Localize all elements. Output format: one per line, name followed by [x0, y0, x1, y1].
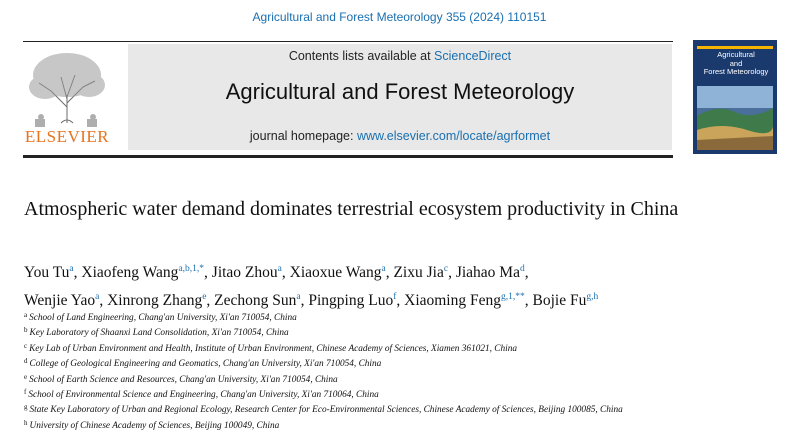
affiliation-text: Key Lab of Urban Environment and Health, Institute of Urban Environment, Chinese Academy of Sciences, Xiamen 361021, China — [29, 343, 518, 354]
affiliation-item — [24, 324, 784, 339]
author-affiliation-marker[interactable]: c — [443, 264, 449, 274]
affiliation-key: a — [24, 311, 28, 319]
affiliation-text: University of Chinese Academy of Sciences, Beijing 100049, China — [29, 420, 280, 431]
affiliation-item — [24, 371, 784, 386]
affiliation-text: School of Environmental Science and Engineering, Chang'an University, Xi'an 710064, China — [28, 390, 379, 401]
cover-landscape-image — [697, 86, 773, 150]
author-affiliation-marker[interactable]: f — [393, 292, 397, 302]
author-affiliation-marker[interactable]: a — [69, 264, 74, 274]
author[interactable]: Xinrong Zhang$^e$ — [107, 292, 207, 309]
author-affiliation-marker[interactable]: g,h — [586, 292, 599, 302]
author-affiliation-marker[interactable]: e — [202, 292, 207, 302]
homepage-link[interactable]: www.elsevier.com/locate/agrformet — [356, 129, 551, 143]
affiliation-item — [24, 340, 784, 355]
homepage-prefix: journal homepage: — [249, 129, 357, 143]
author[interactable]: Xiaoming Feng$^{g,1,**}$ — [404, 292, 525, 309]
homepage-line — [128, 129, 672, 143]
affiliation-text: School of Earth Science and Resources, Chang'an University, Xi'an 710054, China — [29, 374, 338, 385]
author-affiliation-marker[interactable]: a — [381, 264, 386, 274]
affiliation-key: b — [24, 326, 28, 335]
cover-accent-band — [697, 46, 773, 49]
affiliation-key: e — [24, 372, 28, 381]
author[interactable]: Jitao Zhou$^a$ — [211, 264, 282, 281]
author-affiliation-marker[interactable]: g,1,** — [501, 292, 525, 302]
affiliation-key: f — [24, 388, 27, 397]
author[interactable]: Zixu Jia$^c$ — [393, 264, 449, 281]
author-affiliation-marker[interactable]: a — [296, 292, 301, 302]
affiliation-text: State Key Laboratory of Urban and Regional Ecology, Research Center for Eco-Environmental Sciences, Chinese Academy of Sciences, Beijing 100085, China — [29, 405, 623, 416]
cover-title: Agricultural and Forest Meteorology — [703, 50, 769, 76]
affiliation-text: School of Land Engineering, Chang'an University, Xi'an 710054, China — [29, 313, 297, 323]
contents-prefix: Contents lists available at — [288, 49, 435, 63]
journal-citation[interactable]: Agricultural and Forest Meteorology 355 (2024) 110151 — [252, 10, 547, 24]
affiliation-key: h — [24, 418, 28, 427]
journal-cover-thumbnail[interactable] — [693, 40, 777, 154]
affiliation-item — [24, 417, 784, 432]
author[interactable]: Pingping Luo$^f$ — [308, 292, 397, 309]
affiliation-key: c — [24, 341, 28, 350]
affiliation-key: g — [24, 403, 28, 412]
affiliation-item — [24, 386, 784, 401]
author[interactable]: Jiahao Ma$^d$ — [455, 264, 525, 281]
affiliation-list — [24, 309, 784, 432]
author-affiliation-marker[interactable]: a — [277, 264, 282, 274]
affiliation-item — [24, 401, 784, 416]
affiliation-text: Key Laboratory of Shaanxi Land Consolidation, Xi'an 710054, China — [29, 328, 289, 339]
contents-line — [128, 49, 672, 63]
author-affiliation-marker[interactable]: a — [95, 292, 100, 302]
author-affiliation-marker[interactable]: d — [519, 264, 525, 274]
author-affiliation-marker[interactable]: a,b,1,* — [178, 264, 205, 274]
article-title: Atmospheric water demand dominates terrestrial ecosystem productivity in China — [24, 198, 679, 220]
author-list: You Tu$^a$, Xiaofeng Wang$^{a,b,1,*}$, Jitao Zhou$^a$, Xiaoxue Wang$^a$, Zixu Jia$^c$, Jiahao Ma$^d$, Wenjie Yao$^a$, Xinrong Zhang$^e$, Zechong Sun$^a$, Pingping Luo$^f$, Xiaoming Feng$^{g,1,**}$, Bojie Fu$^{g,h}$ — [24, 264, 599, 309]
affiliation-item — [24, 309, 784, 324]
affiliation-item — [24, 355, 784, 370]
sciencedirect-link[interactable]: ScienceDirect — [434, 49, 512, 63]
journal-title: Agricultural and Forest Meteorology — [225, 79, 575, 104]
author[interactable]: Xiaoxue Wang$^a$ — [289, 264, 386, 281]
affiliation-key: d — [24, 357, 28, 366]
header-top-rule — [23, 41, 673, 42]
author[interactable]: You Tu$^a$ — [24, 264, 74, 281]
author[interactable]: Bojie Fu$^{g,h}$ — [532, 292, 599, 309]
author[interactable]: Wenjie Yao$^a$ — [24, 292, 100, 309]
author[interactable]: Xiaofeng Wang$^{a,b,1,*}$ — [81, 264, 205, 281]
header-bottom-rule — [23, 155, 673, 158]
elsevier-wordmark: ELSEVIER — [24, 127, 110, 146]
affiliation-text: College of Geological Engineering and Geomatics, Chang'an University, Xi'an 710054, China — [29, 359, 382, 370]
author[interactable]: Zechong Sun$^a$ — [214, 292, 301, 309]
